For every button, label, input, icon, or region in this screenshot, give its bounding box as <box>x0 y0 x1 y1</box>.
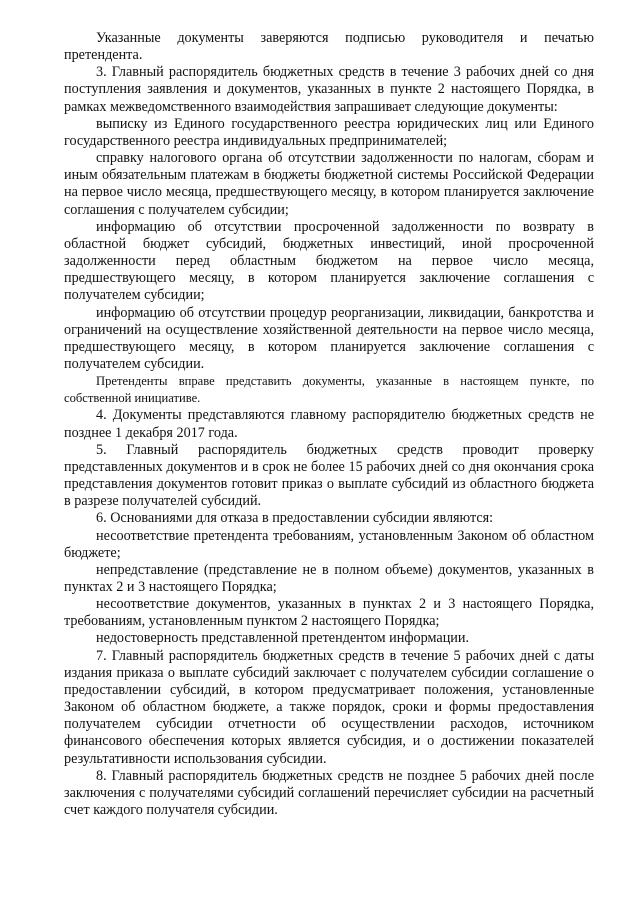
paragraph-extract-registry: выписку из Единого государственного реестра юридических лиц или Единого государственного реестра индивидуальных предпринимателей; <box>64 115 594 149</box>
paragraph-nonsubmission: непредставление (представление не в полном объеме) документов, указанных в пунктах 2 и 3 настоящего Порядка; <box>64 561 594 595</box>
paragraph-nonconformity-documents: несоответствие документов, указанных в пунктах 2 и 3 настоящего Порядка, требованиям, установленным пунктом 2 настоящего Порядка; <box>64 596 594 630</box>
paragraph-certification: Указанные документы заверяются подписью руководителя и печатью претендента. <box>64 30 594 64</box>
paragraph-item-6: 6. Основаниями для отказа в предоставлении субсидии являются: <box>96 510 494 527</box>
paragraph-item-8: 8. Главный распорядитель бюджетных средств не позднее 5 рабочих дней после заключения с получателями субсидий соглашений перечисляет субсидии на расчетный счет каждого получателя субсидии. <box>64 767 594 819</box>
paragraph-item-4: 4. Документы представляются главному распорядителю бюджетных средств не позднее 1 декабря 2017 года. <box>64 407 594 441</box>
paragraph-item-5: 5. Главный распорядитель бюджетных средств проводит проверку представленных документов и в срок не более 15 рабочих дней со дня окончания срока представления документов готовит приказ о выплате субсидий из областного бюджета в разрезе получателей субсидий. <box>64 441 594 510</box>
paragraph-tax-certificate: справку налогового органа об отсутствии задолженности по налогам, сборам и иным обязательным платежам в бюджеты бюджетной системы Российской Федерации на первое число месяца, предшествующего месяцу, в котором планируется заключение соглашения с получателем субсидии; <box>64 150 594 218</box>
paragraph-own-initiative: Претенденты вправе представить документы, указанные в настоящем пункте, по собственной инициативе. <box>64 374 594 406</box>
paragraph-nonconformity-claimant: несоответствие претендента требованиям, установленным Законом об областном бюджете; <box>64 527 594 561</box>
paragraph-item-3: 3. Главный распорядитель бюджетных средств в течение 3 рабочих дней со дня поступления заявления и документов, указанных в пункте 2 настоящего Порядка, в рамках межведомственного взаимодействия запрашивает следующие документы: <box>64 64 594 115</box>
document-page <box>64 30 594 819</box>
paragraph-unreliable-info: недостоверность представленной претендентом информации. <box>96 630 470 647</box>
paragraph-item-7: 7. Главный распорядитель бюджетных средств в течение 5 рабочих дней с даты издания приказа о выплате субсидий заключает с получателем субсидии соглашение о предоставлении субсидий, в котором предусматривает положения, установленные Законом об областном бюджете, а также порядок, сроки и формы предоставления получателем субсидии отчетности об осуществлении расходов, источником финансового обеспечения которых является субсидия, и о достижении показателей результативности использования субсидии. <box>64 647 594 767</box>
paragraph-overdue-debt: информацию об отсутствии просроченной задолженности по возврату в областной бюджет субсидий, бюджетных инвестиций, иной просроченной задолженности перед областным бюджетом на первое число месяца, предшествующего месяцу, в котором планируется заключение соглашения с получателем субсидии; <box>64 218 594 304</box>
paragraph-reorganization: информацию об отсутствии процедур реорганизации, ликвидации, банкротства и ограничений на осуществление хозяйственной деятельности на первое число месяца, предшествующего месяцу, в котором планируется заключение соглашения с получателем субсидии. <box>64 304 594 372</box>
